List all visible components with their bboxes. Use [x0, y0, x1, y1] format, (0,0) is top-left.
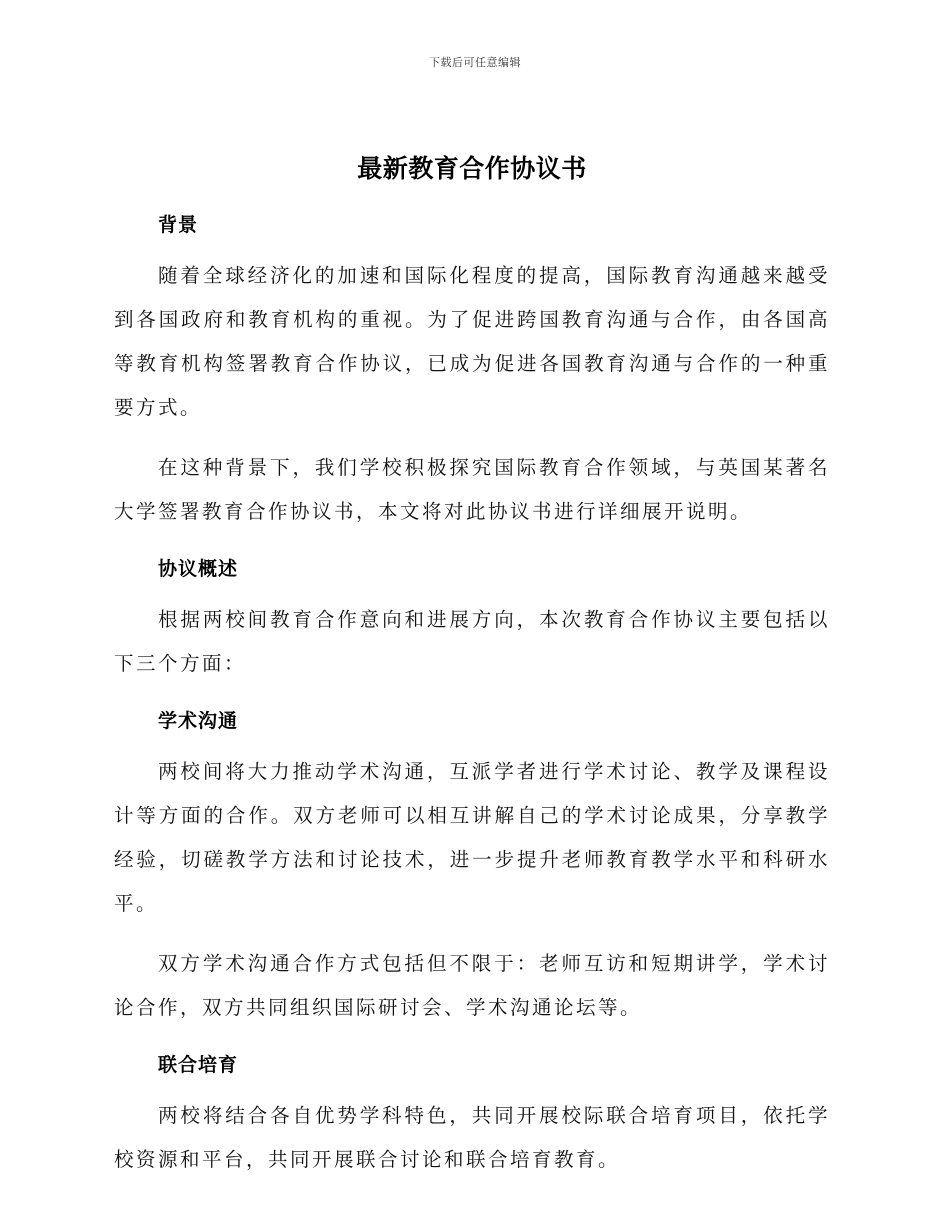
paragraph: 随着全球经济化的加速和国际化程度的提高，国际教育沟通越来越受到各国政府和教育机构的重视。为了促进跨国教育沟通与合作，由各国高等教育机构签署教育合作协议，已成为促进各国教育沟通与合作的一种重要方式。 — [114, 264, 830, 419]
document-title: 最新教育合作协议书 — [357, 154, 587, 183]
section-heading-background: 背景 — [158, 214, 199, 236]
section-heading-joint-training: 联合培育 — [158, 1054, 239, 1076]
section-heading-academic-exchange: 学术沟通 — [158, 710, 239, 732]
paragraph: 根据两校间教育合作意向和进展方向，本次教育合作协议主要包括以下三个方面： — [114, 608, 830, 675]
paragraph: 两校将结合各自优势学科特色，共同开展校际联合培育项目，依托学校资源和平台，共同开展联合讨论和联合培育教育。 — [114, 1104, 830, 1171]
section-heading-agreement-overview: 协议概述 — [158, 558, 239, 580]
paragraph: 双方学术沟通合作方式包括但不限于：老师互访和短期讲学，学术讨论合作，双方共同组织国际研讨会、学术沟通论坛等。 — [114, 952, 830, 1019]
paragraph: 两校间将大力推动学术沟通，互派学者进行学术讨论、教学及课程设计等方面的合作。双方老师可以相互讲解自己的学术讨论成果，分享教学经验，切磋教学方法和讨论技术，进一步提升老师教育教学水平和科研水平。 — [114, 760, 830, 915]
page-header-note: 下载后可任意编辑 — [429, 56, 521, 69]
document-body — [114, 148, 830, 1182]
paragraph: 在这种背景下，我们学校积极探究国际教育合作领域，与英国某著名大学签署教育合作协议书，本文将对此协议书进行详细展开说明。 — [114, 456, 830, 523]
